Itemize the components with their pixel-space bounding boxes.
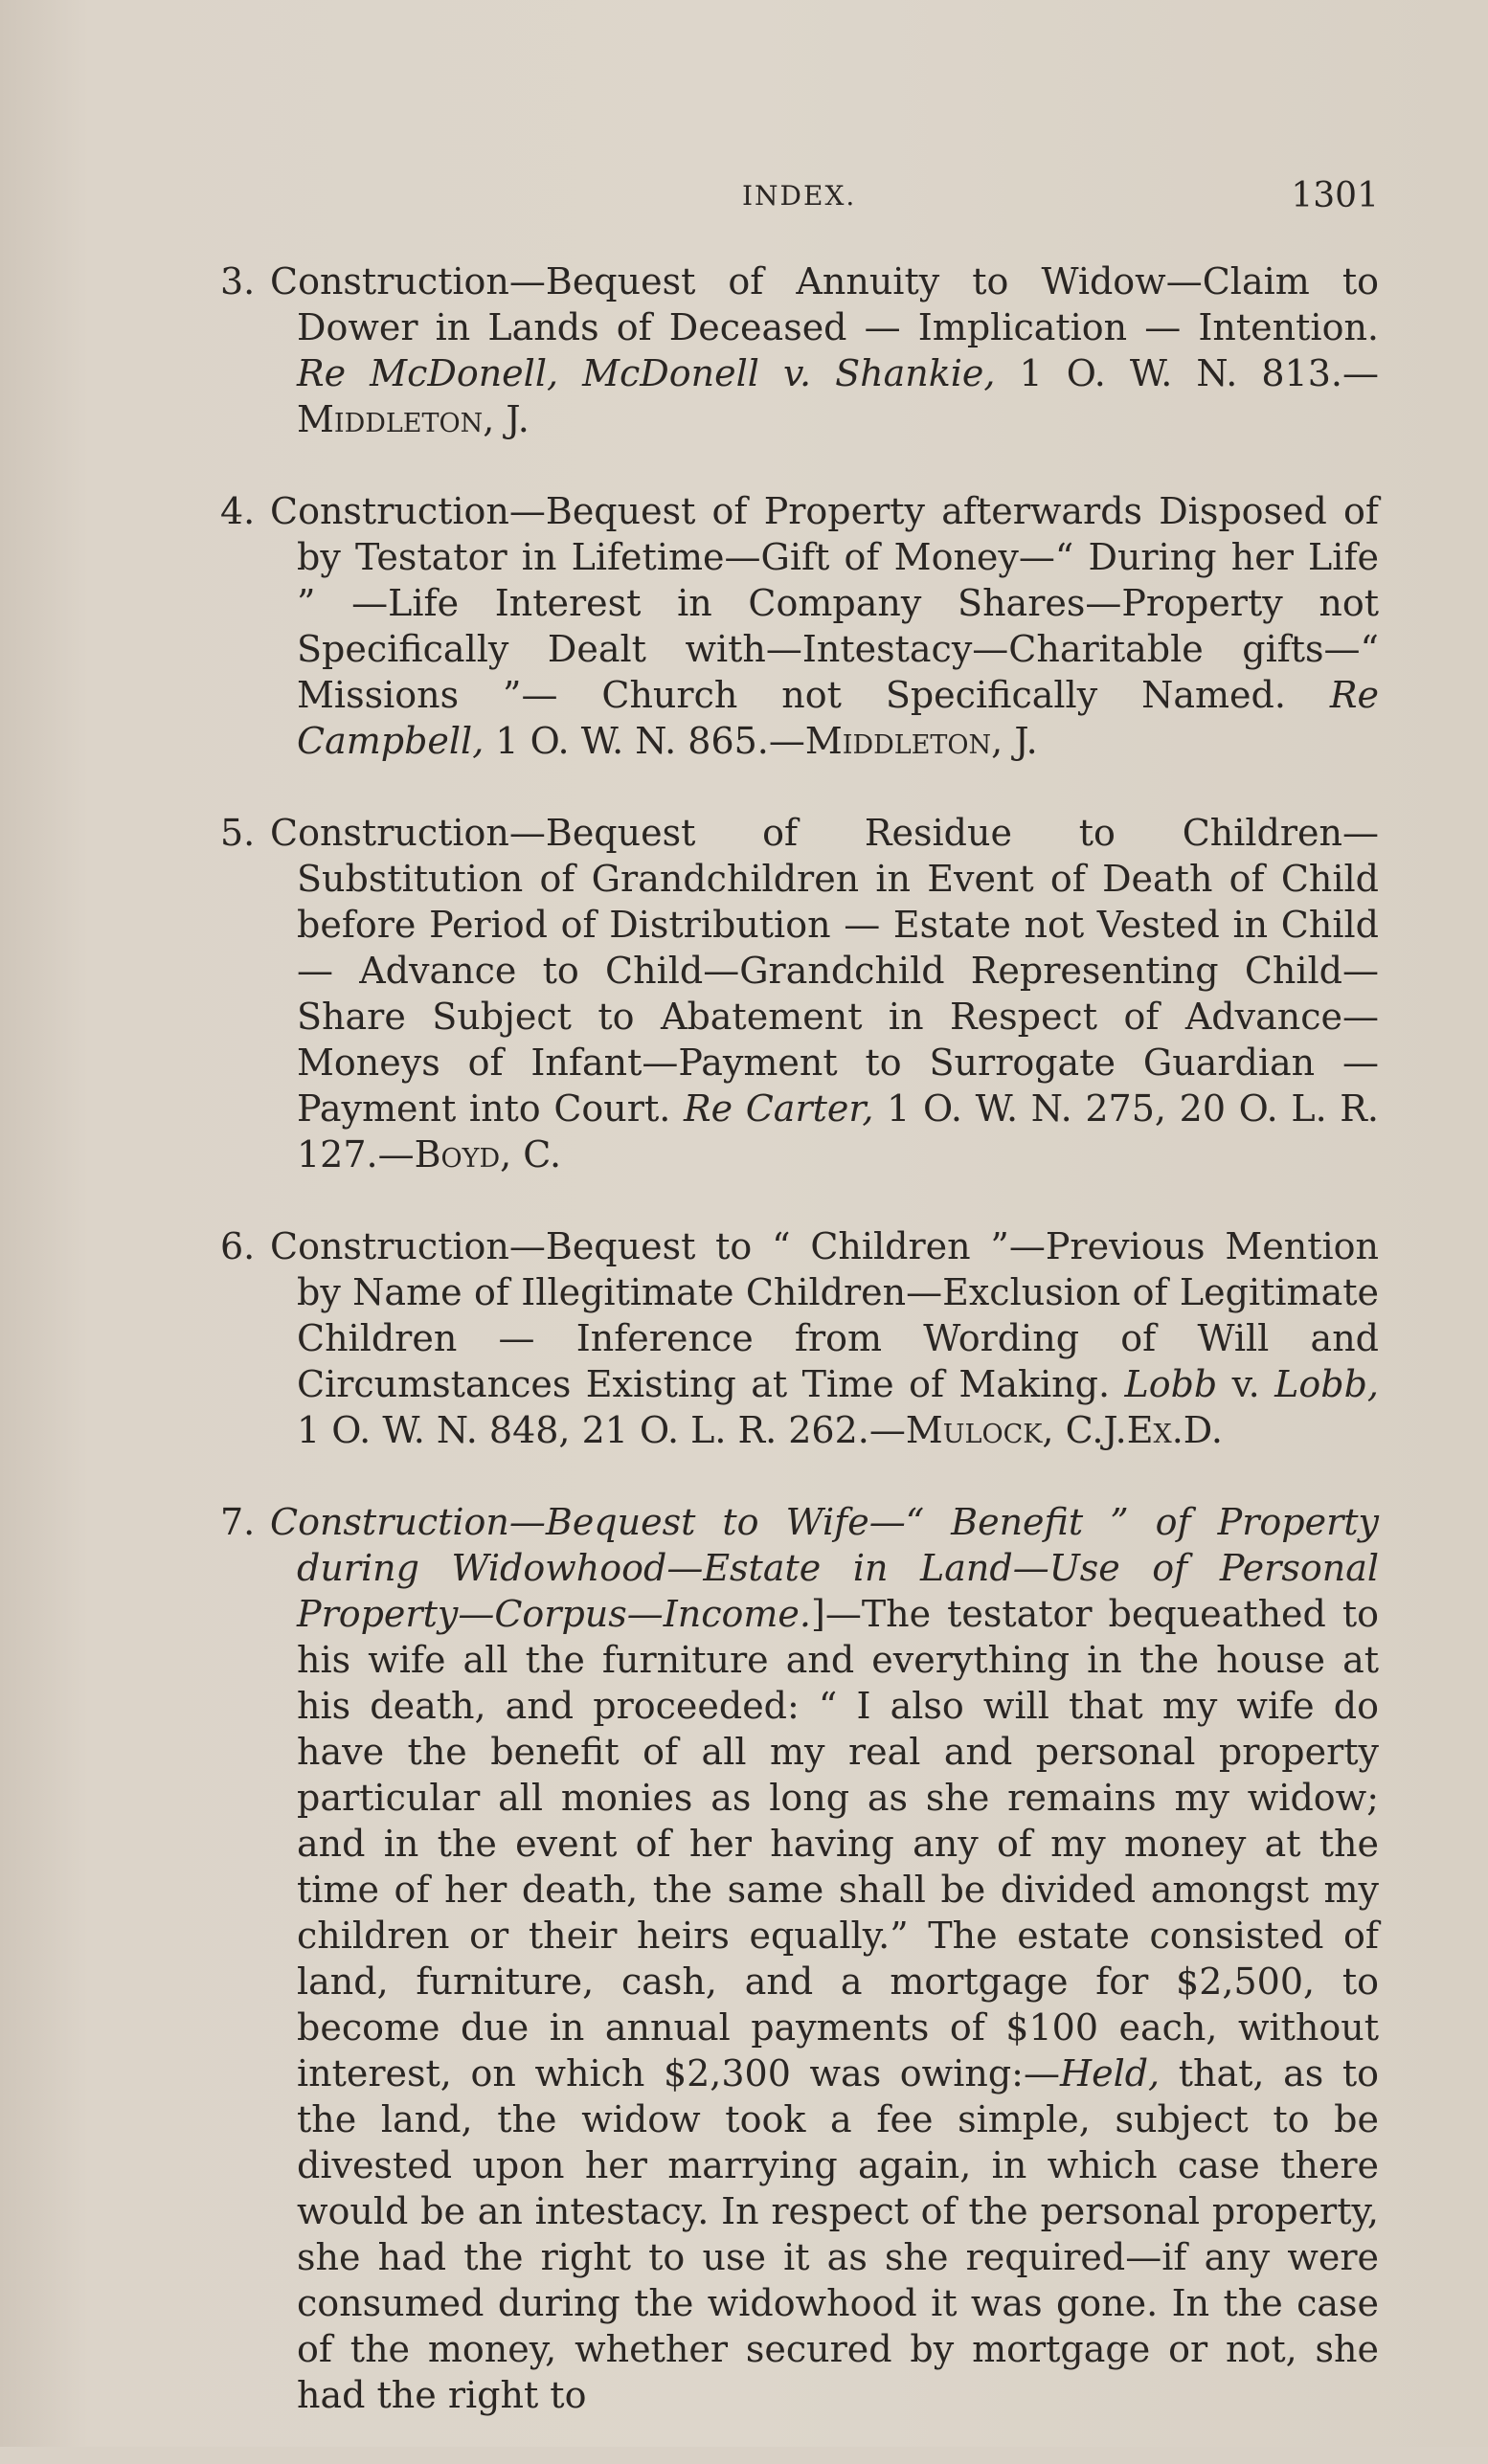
entry-text: Construction—Bequest to “ Children ”—Previous Mention by Name of Illegitimate Children—Exclusion of Legitimate Children — Inference from Wording of Will and Circumstances Existing at Time of Making. (270, 1225, 1379, 1405)
entry-number: 5. (220, 812, 256, 854)
judge: Boyd, C. (414, 1133, 562, 1176)
entry-number: 4. (220, 490, 256, 532)
judge: Middleton, J. (297, 398, 530, 440)
citation: 1 O. W. N. 275, 20 O. L. R. 127.— (297, 1087, 1379, 1176)
entry-text: Construction—Bequest of Property afterwards Disposed of by Testator in Lifetime—Gift of Money—“ During her Life ” —Life Interest in Company Shares—Property not Specifically Dealt with—Intestacy—Charitable gifts—“ Missions ”— Church not Specifically Named. (270, 490, 1379, 716)
entry-text: Construction—Bequest of Residue to Children—Substitution of Grandchildren in Event of Death of Child before Period of Distribution — Estate not Vested in Child — Advance to Child—Grandchild Representing Child—Share Subject to Abatement in Respect of Advance—Moneys of Infant—Payment to Surrogate Guardian — Payment into Court. (270, 812, 1379, 1130)
index-entry-3 (220, 258, 1379, 442)
index-entry-5 (220, 810, 1379, 1177)
case-name-defendant: Lobb, (1274, 1363, 1379, 1405)
case-name: Re Campbell, (297, 674, 1379, 762)
entry-number: 3. (220, 260, 256, 302)
case-versus: v. (1217, 1363, 1275, 1405)
citation: 1 O. W. N. 865.— (484, 720, 805, 762)
running-title: INDEX. (742, 180, 857, 212)
page-header (220, 176, 1379, 222)
entry-number: 6. (220, 1225, 256, 1267)
citation: 1 O. W. N. 848, 21 O. L. R. 262.— (297, 1409, 906, 1451)
case-name: Re Carter, (683, 1087, 874, 1130)
citation: 1 O. W. N. 813.— (995, 352, 1379, 394)
index-entry-6 (220, 1223, 1379, 1453)
entry-body: ]—The testator bequeathed to his wife all the furniture and everything in the house at his death, and proceeded: “ I also will that my wife do have the benefit of all my real and personal property particular all monies as long as she remains my widow; and in the event of her having any of my money at the time of her death, the same shall be divided amongst my children or their heirs equally.” The estate consisted of land, furniture, cash, and a mortgage for $2,500, to become due in annual payments of $100 each, without interest, on which $2,300 was owing:— (297, 1593, 1379, 2094)
index-entry-7 (220, 1499, 1379, 2418)
judge: Middleton, J. (804, 720, 1038, 762)
case-name: Re McDonell, McDonell v. Shankie, (297, 352, 996, 394)
judge: Mulock, C.J.Ex.D. (905, 1409, 1223, 1451)
held-label: Held, (1059, 2052, 1161, 2094)
case-name-plaintiff: Lobb (1124, 1363, 1218, 1405)
index-entries (220, 258, 1379, 2464)
entry-body-continued: that, as to the land, the widow took a fee simple, subject to be divested upon her marrying again, in which case there would be an intestacy. In respect of the personal property, she had the right to use it as she required—if any were consumed during the widowhood it was gone. In the case of the money, whether secured by mortgage or not, she had the right to (297, 2052, 1379, 2416)
page-number: 1301 (1291, 176, 1379, 215)
entry-number: 7. (220, 1501, 256, 1543)
entry-headnote: Construction—Bequest to Wife—“ Benefit ” of Property during Widowhood—Estate in Land—Use of Personal Property—Corpus—Income. (270, 1501, 1379, 1635)
entry-text: Construction—Bequest of Annuity to Widow—Claim to Dower in Lands of Deceased — Implication — Intention. (270, 260, 1379, 348)
index-entry-4 (220, 488, 1379, 764)
